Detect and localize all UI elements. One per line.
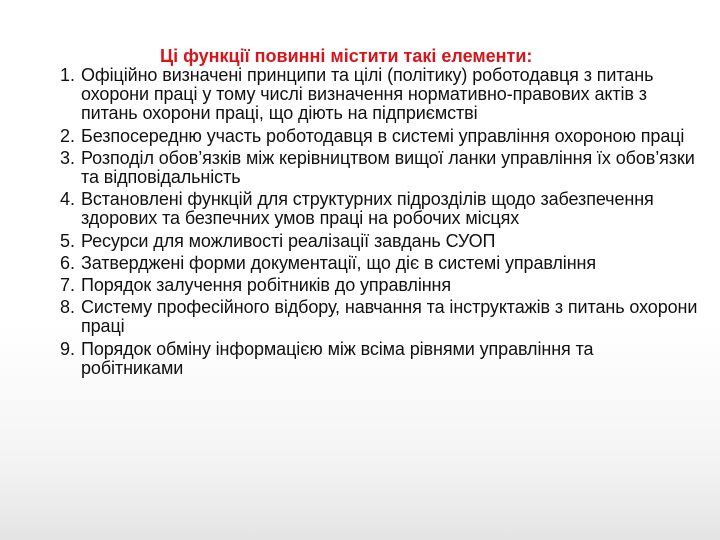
list-item [38, 66, 698, 124]
list-item [38, 276, 698, 295]
list-item-number: 1. [59, 65, 75, 85]
list-item-text: Систему професійного відбору, навчання та інструктажів з питань охорони праці [81, 297, 698, 337]
list-item [38, 149, 698, 187]
list-item-number: 4. [59, 189, 75, 210]
list-item-text: Безпосередню участь роботодавця в системі управління охороною праці [81, 125, 685, 146]
list-item-number: 7. [59, 275, 75, 296]
list-item-text: Встановлені функцій для структурних підрозділів щодо забезпечення здорових та безпечних умов праці на робочих місцях [81, 189, 654, 229]
list-item-number: 3. [59, 147, 75, 168]
list-item-number: 9. [59, 338, 75, 359]
elements-list [38, 66, 698, 381]
list-item [38, 190, 698, 228]
list-item-text: Ресурси для можливості реалізації завдань СУОП [81, 230, 496, 251]
list-item [38, 127, 698, 146]
list-item-number: 8. [59, 297, 75, 318]
list-item [38, 232, 698, 251]
list-item-text: Офіційно визначені принципи та цілі (політику) роботодавця з питань охорони праці у тому числі визначення нормативно-правових актів з питань охорони праці, що діють на підприємстві [81, 65, 654, 124]
list-item-number: 6. [59, 252, 75, 273]
list-item [38, 254, 698, 273]
list-item [38, 340, 698, 378]
list-item-text: Розподіл обов’язків між керівництвом вищої ланки управління їх обов’язки та відповідальність [81, 147, 695, 188]
list-item-text: Порядок обміну інформацією між всіма рівнями управління та робітниками [81, 338, 594, 378]
list-item-number: 2. [59, 125, 75, 146]
list-item-text: Затверджені форми документації, що діє в системі управління [81, 252, 597, 273]
list-item [38, 298, 698, 336]
slide-heading: Ці функції повинні містити такі елементи: [160, 46, 533, 66]
list-item-text: Порядок залучення робітників до управління [81, 275, 452, 296]
list-item-number: 5. [59, 230, 75, 251]
